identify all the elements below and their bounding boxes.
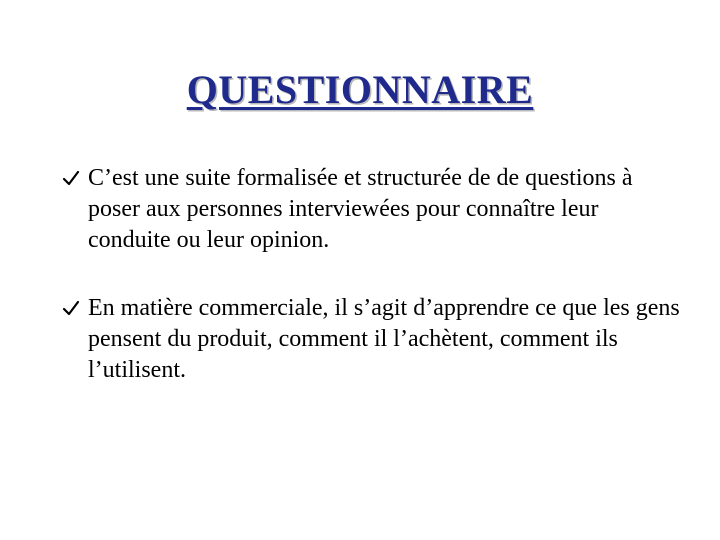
bullet-text: C’est une suite formalisée et structurée de de questions à poser aux personnes interviewées pour connaître leur conduite ou leur opinion. bbox=[88, 165, 633, 253]
bullet-list bbox=[62, 163, 682, 386]
slide-title: QUESTIONNAIRE bbox=[186, 67, 534, 112]
check-icon bbox=[62, 170, 80, 186]
bullet-item-definition bbox=[62, 163, 682, 256]
bullet-item-commercial bbox=[62, 293, 682, 386]
check-icon bbox=[62, 300, 80, 316]
bullet-text: En matière commerciale, il s’agit d’apprendre ce que les gens pensent du produit, comment il l’achètent, comment ils l’utilisent. bbox=[88, 295, 680, 383]
